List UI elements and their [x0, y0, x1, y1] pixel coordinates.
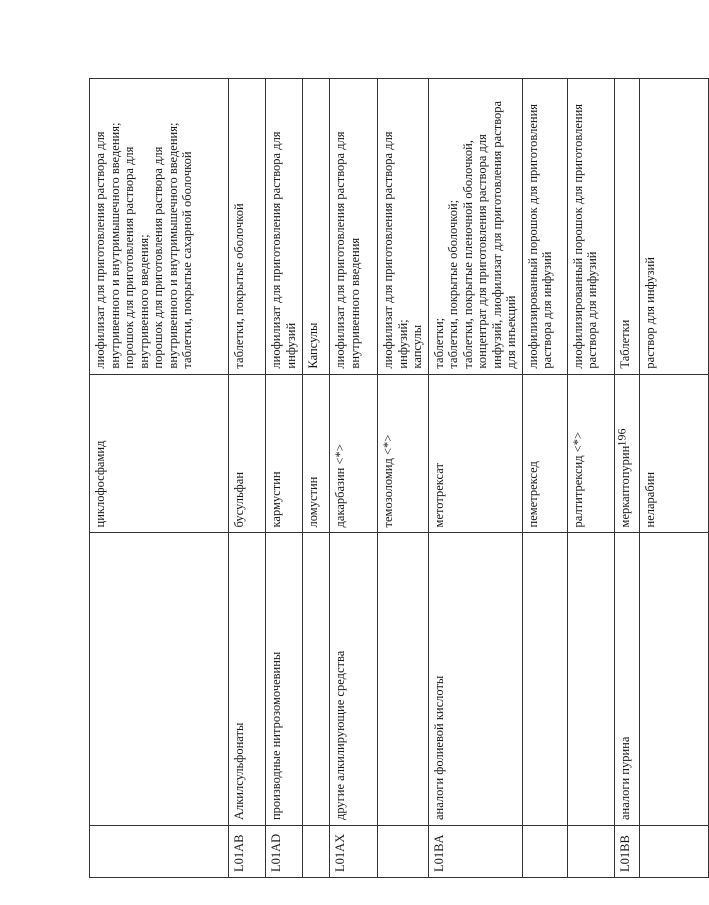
- dosage-form-cell: [330, 79, 378, 375]
- drug-cell: метотрексат: [428, 374, 522, 533]
- dosage-form-line: Таблетки: [617, 319, 632, 369]
- dosage-form-cell: [567, 79, 614, 375]
- group-cell: [378, 533, 429, 826]
- dosage-form-line: лиофилизат для приготовления раствора для внутривенного введения: [333, 131, 362, 369]
- group-cell: [639, 533, 708, 826]
- table-row: [522, 79, 567, 878]
- atc-code-cell: L01AB: [229, 826, 266, 878]
- drug-cell: ломустин: [303, 374, 330, 533]
- group-cell: [90, 533, 229, 826]
- table-row: [229, 79, 266, 878]
- dosage-form-line: таблетки, покрытые оболочкой;: [446, 199, 460, 369]
- dosage-form-cell: [266, 79, 303, 375]
- dosage-form-line: лиофилизат для приготовления раствора для внутривенного и внутримышечного введения;: [93, 122, 122, 369]
- table-row: [303, 79, 330, 878]
- atc-code-cell: L01AD: [266, 826, 303, 878]
- table-row: [614, 79, 639, 878]
- table-row: [639, 79, 708, 878]
- drug-table: [89, 78, 709, 878]
- table-row: [330, 79, 378, 878]
- atc-code-cell: L01AX: [330, 826, 378, 878]
- drug-cell: неларабин: [639, 374, 708, 533]
- group-cell: аналоги фолиевой кислоты: [428, 533, 522, 826]
- table-row: [266, 79, 303, 878]
- atc-code-cell: L01BB: [614, 826, 639, 878]
- drug-cell: пеметрексед: [522, 374, 567, 533]
- atc-code-cell: [378, 826, 429, 878]
- dosage-form-line: таблетки, покрытые пленочной оболочкой, концентрат для приготовления раствора для инфузий, лиофилизат для приготовления раствора для инъекций: [460, 100, 518, 369]
- drug-cell: темозоломид <*>: [378, 374, 429, 533]
- atc-code-cell: [639, 826, 708, 878]
- dosage-form-line: лиофилизат для приготовления раствора для инфузий;: [381, 131, 410, 369]
- dosage-form-cell: [229, 79, 266, 375]
- group-cell: производные нитрозомочевины: [266, 533, 303, 826]
- dosage-form-line: таблетки, покрытые сахарной оболочкой: [180, 151, 194, 369]
- dosage-form-line: порошок для приготовления раствора для внутривенного и внутримышечного введения;: [151, 122, 180, 369]
- drug-cell: дакарбазин <*>: [330, 374, 378, 533]
- table-row: [428, 79, 522, 878]
- drug-cell: кармустин: [266, 374, 303, 533]
- atc-code-cell: L01BA: [428, 826, 522, 878]
- dosage-form-cell: [639, 79, 708, 375]
- dosage-form-cell: [303, 79, 330, 375]
- group-cell: аналоги пурина: [614, 533, 639, 826]
- drug-cell: циклофосфамид: [90, 374, 229, 533]
- dosage-form-line: таблетки, покрытые оболочкой: [232, 203, 246, 369]
- group-cell: [522, 533, 567, 826]
- dosage-form-line: капсулы: [410, 324, 424, 369]
- atc-code-cell: [90, 826, 229, 878]
- table-row: [90, 79, 229, 878]
- dosage-form-line: лиофилизированный порошок для приготовления раствора для инфузий: [570, 103, 599, 369]
- page-number: 196: [614, 428, 629, 447]
- dosage-form-line: лиофилизированный порошок для приготовления раствора для инфузий: [525, 103, 554, 369]
- table-row: [567, 79, 614, 878]
- dosage-form-line: порошок для приготовления раствора для внутривенного введения;: [122, 146, 151, 369]
- dosage-form-cell: [428, 79, 522, 375]
- group-cell: Алкилсульфонаты: [229, 533, 266, 826]
- drug-cell: бусульфан: [229, 374, 266, 533]
- group-cell: [303, 533, 330, 826]
- atc-code-cell: [567, 826, 614, 878]
- dosage-form-line: лиофилизат для приготовления раствора для инфузий: [269, 131, 298, 369]
- dosage-form-cell: [614, 79, 639, 375]
- group-cell: [567, 533, 614, 826]
- table-row: [378, 79, 429, 878]
- dosage-form-cell: [522, 79, 567, 375]
- atc-code-cell: [522, 826, 567, 878]
- dosage-form-cell: [378, 79, 429, 375]
- atc-code-cell: [303, 826, 330, 878]
- dosage-form-cell: [90, 79, 229, 375]
- group-cell: другие алкилирующие средства: [330, 533, 378, 826]
- rotated-table-wrapper: [89, 78, 657, 878]
- dosage-form-line: раствор для инфузий: [642, 257, 657, 369]
- dosage-form-line: таблетки;: [431, 317, 446, 369]
- dosage-form-line: Капсулы: [306, 322, 320, 369]
- drug-cell: ралтитрексид <*>: [567, 374, 614, 533]
- drug-cell: меркаптопурин: [614, 374, 639, 533]
